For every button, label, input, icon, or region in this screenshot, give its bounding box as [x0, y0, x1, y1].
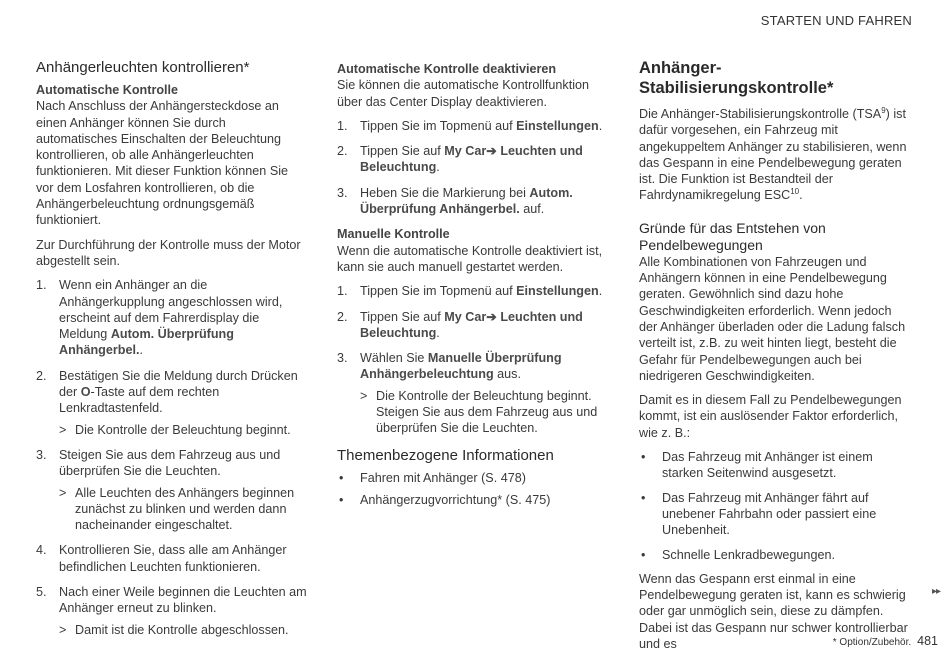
- step-number: 1.: [337, 118, 348, 133]
- step-list: [337, 283, 607, 436]
- step-item: [337, 283, 607, 299]
- step-item: [337, 309, 607, 342]
- step-item: [337, 350, 607, 436]
- continue-arrow-icon: ▸▸: [931, 586, 940, 597]
- result-marker: >: [59, 485, 67, 500]
- ui-term: Autom. Überprüfung Anhängerbel.: [360, 185, 573, 217]
- result-marker: >: [59, 422, 67, 437]
- step-text: Wählen Sie: [360, 351, 428, 366]
- step-text: .: [436, 160, 440, 175]
- step-text: aus.: [493, 367, 521, 382]
- step-result: [59, 622, 308, 638]
- paragraph: [639, 106, 911, 204]
- bullet-list: [639, 449, 911, 563]
- result-text: Damit ist die Kontrolle abgeschlossen.: [75, 622, 289, 637]
- bullet: •: [339, 470, 344, 485]
- subheading: Automatische Kontrolle deaktivieren: [337, 62, 557, 76]
- related-links: [337, 470, 607, 509]
- footnote-ref: 9: [881, 105, 886, 115]
- step-text: -Taste auf dem rechten Lenkradtastenfeld.: [59, 385, 220, 416]
- column-trailer-lights: [36, 58, 308, 647]
- step-list: [337, 118, 607, 217]
- step-number: 2.: [36, 368, 47, 383]
- step-number: 5.: [36, 585, 47, 600]
- related-link[interactable]: [337, 470, 607, 486]
- paragraph: Alle Kombinationen von Fahrzeugen und Anhängern können in eine Pendelbewegung geraten. Gewöhnlich sind dazu hohe Geschwindigkeiten erforderlich. Wenn jedoch der Anhänger überladen oder die Ladung falsch verteilt ist, z.B. zu weit hinten liegt, besteht die Gefahr für Pendelbewegungen auch bei niedrigeren Geschwindigkeiten.: [639, 254, 906, 383]
- paragraph: Wenn die automatische Kontrolle deaktiviert ist, kann sie auch manuell gestartet werden.: [337, 243, 603, 274]
- arrow-right-icon: ➔: [486, 144, 497, 159]
- step-result: [59, 485, 308, 534]
- ui-term: Einstellungen: [516, 118, 599, 133]
- step-number: 4.: [36, 543, 47, 558]
- step-item: [337, 185, 607, 218]
- arrow-right-icon: ➔: [486, 309, 497, 324]
- step-text: Steigen Sie aus dem Fahrzeug aus und überprüfen Sie die Leuchten.: [59, 447, 281, 479]
- step-number: 3.: [337, 185, 348, 200]
- paragraph: Wenn das Gespann erst einmal in eine Pendelbewegung geraten ist, kann es schwierig oder gar unmöglich sein, diese zu dämpfen. Dabei ist das Gespann nur schwer kontrollierbar und es: [639, 571, 908, 652]
- result-text: Die Kontrolle der Beleuchtung beginnt.: [75, 422, 291, 437]
- ui-term: Einstellungen: [516, 284, 599, 299]
- section-header: STARTEN UND FAHREN: [760, 13, 912, 28]
- step-text: Nach einer Weile beginnen die Leuchten am Anhänger erneut zu blinken.: [59, 585, 307, 616]
- step-text: Tippen Sie im Topmenü auf: [360, 118, 517, 133]
- paragraph: Zur Durchführung der Kontrolle muss der Motor abgestellt sein.: [36, 237, 301, 268]
- result-marker: >: [360, 388, 368, 403]
- result-text: Alle Leuchten des Anhängers beginnen zunächst zu blinken und werden dann nacheinander eingeschaltet.: [75, 485, 295, 533]
- section-title: Anhänger-Stabilisierungskontrolle*: [639, 59, 834, 97]
- ui-term: My Car: [444, 309, 487, 324]
- step-text: .: [598, 284, 603, 299]
- subheading: Gründe für das Entstehen von Pendelbewegungen: [639, 219, 826, 253]
- result-text: Die Kontrolle der Beleuchtung beginnt. Steigen Sie aus dem Fahrzeug aus und überprüfen Sie die Leuchten.: [376, 388, 598, 436]
- step-item: [36, 542, 308, 575]
- step-item: [36, 584, 308, 638]
- subheading: Manuelle Kontrolle: [337, 227, 450, 242]
- ui-term: Leuchten und Beleuchtung: [360, 144, 583, 175]
- page-number: 481: [917, 634, 938, 648]
- step-text: Wenn ein Anhänger an die Anhängerkupplung angeschlossen wird, erscheint auf dem Fahrerdisplay die Meldung: [59, 278, 283, 342]
- step-text: Tippen Sie im Topmenü auf: [360, 284, 517, 299]
- list-item: [639, 547, 911, 563]
- text-run: .: [799, 188, 803, 203]
- step-text: Heben Sie die Markierung bei: [360, 185, 530, 200]
- step-text: .: [598, 118, 603, 133]
- paragraph: Sie können die automatische Kontrollfunktion über das Center Display deaktivieren.: [337, 78, 590, 109]
- step-number: 3.: [337, 351, 348, 366]
- step-text: Tippen Sie auf: [360, 309, 445, 324]
- step-text: Kontrollieren Sie, dass alle am Anhänger befindlichen Leuchten funktionieren.: [59, 543, 287, 574]
- ui-term: Manuelle Überprüfung Anhängerbeleuchtung: [360, 351, 562, 382]
- step-result: [59, 422, 308, 438]
- related-info-title: Themenbezogene Informationen: [337, 446, 554, 464]
- step-number: 2.: [337, 309, 348, 324]
- page-footer: [833, 634, 938, 648]
- text-run: Die Anhänger-Stabilisierungskontrolle (TSA: [639, 107, 882, 121]
- bullet: •: [641, 490, 646, 505]
- step-item: [337, 118, 607, 134]
- list-item-text: Das Fahrzeug mit Anhänger fährt auf unebener Fahrbahn oder passiert eine Unebenheit.: [662, 490, 877, 538]
- step-item: [36, 277, 308, 358]
- paragraph: Nach Anschluss der Anhängersteckdose an einen Anhänger können Sie durch automatisches Einschalten der Beleuchtung kontrollieren, ob alle Anhängerleuchten funktionieren. Mit dieser Funktion können Sie vor dem Losfahren kontrollieren, ob die Anhängerbeleuchtung ordnungsgemäß funktioniert.: [36, 99, 289, 228]
- step-number: 1.: [337, 284, 348, 299]
- paragraph: Damit es in diesem Fall zu Pendelbewegungen kommt, ist ein auslösender Faktor erforderlich, wie z. B.:: [639, 393, 902, 440]
- step-text: .: [436, 325, 440, 340]
- ui-term: O: [80, 385, 91, 400]
- step-text: auf.: [519, 202, 545, 217]
- ui-term: Leuchten und Beleuchtung: [360, 309, 583, 340]
- column-check-settings: [337, 61, 607, 514]
- ui-term: Autom. Überprüfung Anhängerbel.: [59, 327, 234, 358]
- related-link-text[interactable]: Fahren mit Anhänger (S. 478): [360, 470, 526, 485]
- ui-term: My Car: [444, 144, 487, 159]
- footnote-legend: * Option/Zubehör.: [832, 637, 912, 648]
- list-item: [639, 449, 911, 482]
- related-link[interactable]: [337, 492, 607, 508]
- step-item: [36, 447, 308, 533]
- bullet: •: [641, 450, 646, 465]
- list-item-text: Schnelle Lenkradbewegungen.: [662, 547, 835, 562]
- step-result: [360, 388, 607, 437]
- list-item: [639, 490, 911, 539]
- column-stability-control: [639, 58, 911, 652]
- subheading: Automatische Kontrolle: [36, 83, 179, 97]
- list-item-text: Das Fahrzeug mit Anhänger ist einem starken Seitenwind ausgesetzt.: [662, 450, 873, 481]
- step-number: 3.: [36, 447, 47, 462]
- step-list: [36, 277, 308, 638]
- step-text: Tippen Sie auf: [360, 144, 445, 159]
- section-title: Anhängerleuchten kontrollieren*: [36, 59, 250, 76]
- result-marker: >: [59, 622, 67, 637]
- step-number: 2.: [337, 144, 348, 159]
- step-text: Bestätigen Sie die Meldung durch Drücken der: [59, 368, 298, 400]
- footnote-ref: 10: [790, 187, 800, 197]
- text-run: ) ist dafür vorgesehen, ein Fahrzeug mit angekuppeltem Anhänger zu stabilisieren, wenn das Gespann in eine Pendelbewegung geraten ist. Die Funktion ist Bestandteil der Fahrdynamikregelung ESC: [639, 107, 907, 203]
- step-text: .: [139, 343, 143, 358]
- step-item: [337, 143, 607, 176]
- step-item: [36, 368, 308, 438]
- bullet: •: [339, 492, 344, 507]
- related-link-text[interactable]: Anhängerzugvorrichtung* (S. 475): [360, 492, 551, 507]
- step-number: 1.: [36, 278, 47, 293]
- bullet: •: [641, 547, 646, 562]
